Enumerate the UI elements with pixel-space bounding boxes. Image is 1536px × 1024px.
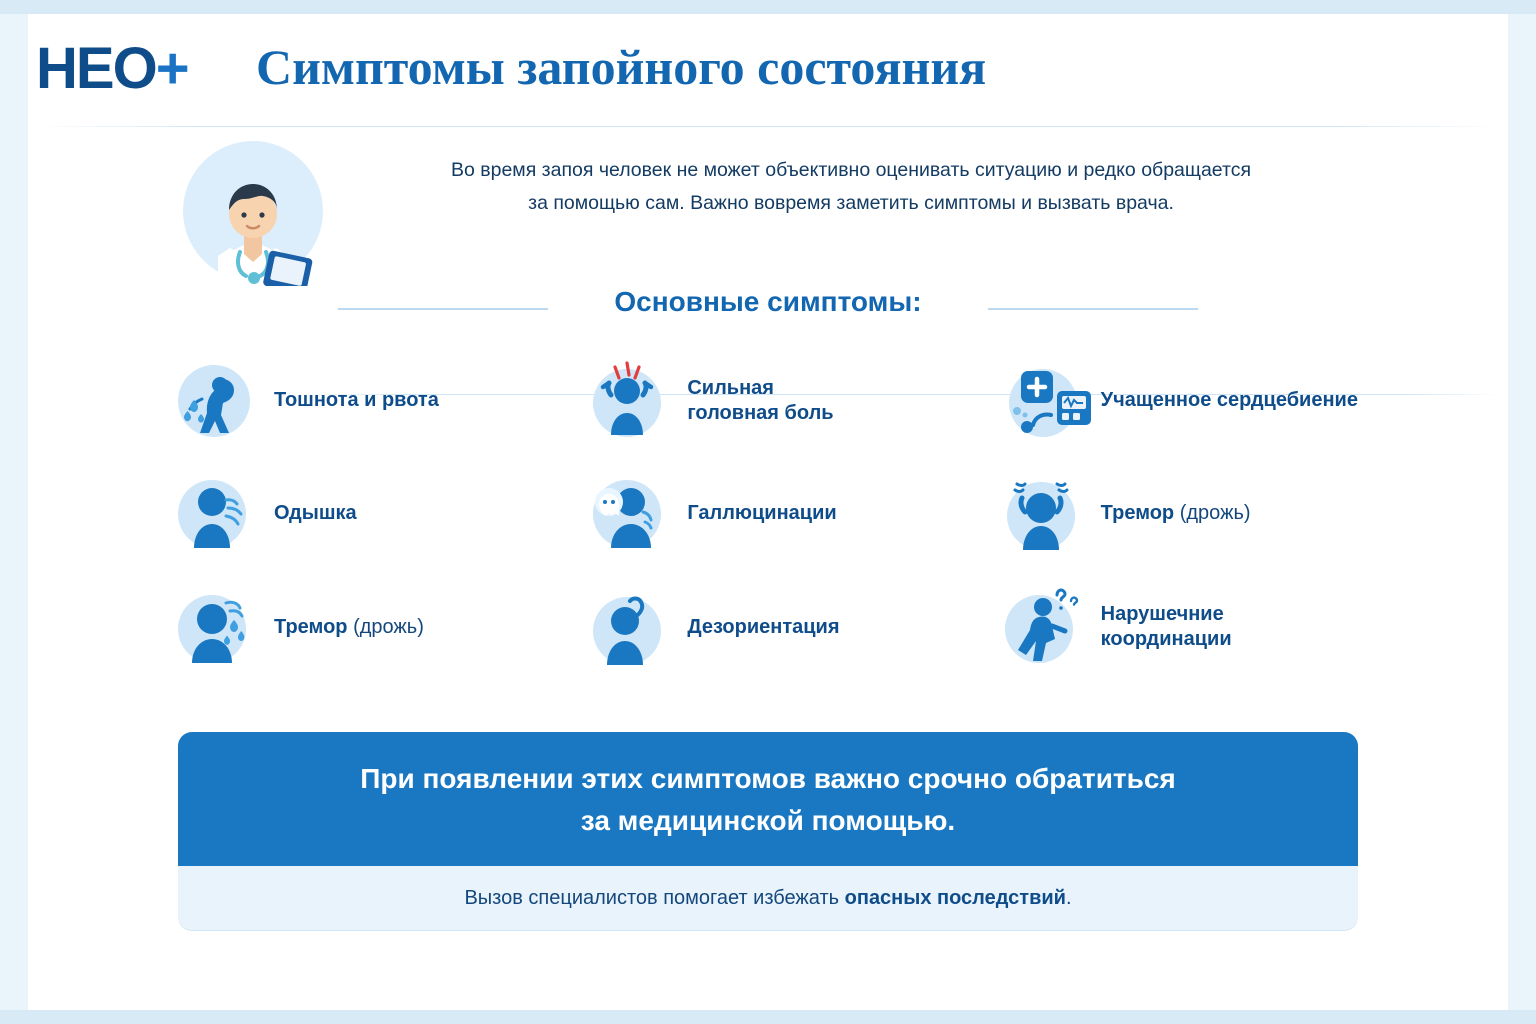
content-stage: [28, 14, 1508, 1010]
section-header: [28, 286, 1508, 332]
symptom-item-nausea: [168, 344, 581, 457]
doctor-avatar-icon: [178, 136, 328, 286]
callout-sub-bold: опасных последствий: [844, 887, 1066, 909]
section-rule-right: [988, 308, 1198, 310]
symptom-item-heartbeat: [995, 344, 1408, 457]
top-band: [0, 0, 1536, 14]
symptom-label-headache-line2: головная боль: [687, 401, 834, 424]
symptom-label-coordination-line1: Нарушечние: [1100, 603, 1224, 626]
hallucinations-icon: [581, 468, 673, 560]
symptom-label-tremor-sweat: [274, 615, 424, 640]
symptom-label-disorientation: Дезориентация: [687, 615, 840, 638]
symptom-item-coordination: [995, 571, 1408, 684]
symptom-label-headache-line1: Сильная: [687, 376, 774, 399]
callout-sub-prefix: Вызов специалистов помогает избежать: [464, 887, 845, 909]
callout-panel: [178, 732, 1358, 930]
symptom-label-nausea: Тошнота и рвота: [274, 389, 439, 412]
brand-logo-text: НЕО: [36, 36, 156, 101]
callout-main: [178, 732, 1358, 866]
callout-main-line2: за медицинской помощью.: [580, 805, 956, 836]
header-divider: [36, 126, 1500, 127]
intro-line-1: Во время запоя человек не может объективно оценивать ситуацию и редко обращается: [450, 159, 1252, 181]
symptoms-grid: [168, 344, 1408, 684]
disorientation-icon: [581, 581, 673, 673]
intro-text: [346, 154, 1356, 220]
symptom-label-heartbeat: Учащенное сердцебиение: [1100, 389, 1358, 412]
header: [28, 14, 1508, 124]
brand-logo: [36, 36, 188, 101]
symptom-label-breath: Одышка: [274, 502, 357, 525]
symptom-item-hallucinations: [581, 457, 994, 570]
right-margin: [1508, 14, 1536, 1010]
intro-line-2: за помощью сам. Важно вовремя заметить симптомы и вызвать врача.: [528, 192, 1174, 214]
symptom-label-hallucinations: Галлюцинации: [687, 502, 837, 525]
left-margin: [0, 14, 28, 1010]
tremor-sweat-icon: [168, 581, 260, 673]
symptom-item-breath: [168, 457, 581, 570]
symptom-item-tremor-sweat: [168, 571, 581, 684]
symptom-label-tremor-sweat-soft: (дрожь): [353, 615, 424, 638]
callout-sub: [178, 866, 1358, 930]
callout-main-line1: При появлении этих симптомов важно срочно обратиться: [360, 763, 1176, 794]
symptom-label-headache: [687, 376, 833, 426]
brand-plus-icon: +: [155, 36, 188, 101]
section-rule-left: [338, 308, 548, 310]
symptom-label-tremor-head-soft: (дрожь): [1179, 502, 1251, 525]
symptom-label-tremor-head: [1101, 501, 1251, 526]
symptom-item-headache: [581, 344, 994, 457]
symptom-label-tremor-head-main: Тремор: [1100, 502, 1175, 525]
tremor-head-icon: [995, 468, 1087, 560]
symptom-label-coordination: [1101, 602, 1232, 652]
page-title: Симптомы запойного состояния: [256, 39, 987, 95]
intro-block: [178, 132, 1508, 282]
symptom-label-tremor-sweat-main: Тремор: [274, 615, 348, 638]
shortness-breath-icon: [168, 468, 260, 560]
symptom-label-coordination-line2: координации: [1100, 628, 1232, 651]
symptom-item-tremor-head: [995, 457, 1408, 570]
bottom-band: [0, 1010, 1536, 1024]
headache-icon: [581, 355, 673, 447]
section-title: Основные симптомы:: [614, 286, 922, 317]
vomiting-icon: [168, 355, 260, 447]
callout-sub-suffix: .: [1065, 887, 1072, 909]
heartbeat-icon: [995, 355, 1087, 447]
coordination-icon: [995, 581, 1087, 673]
symptom-item-disorientation: [581, 571, 994, 684]
